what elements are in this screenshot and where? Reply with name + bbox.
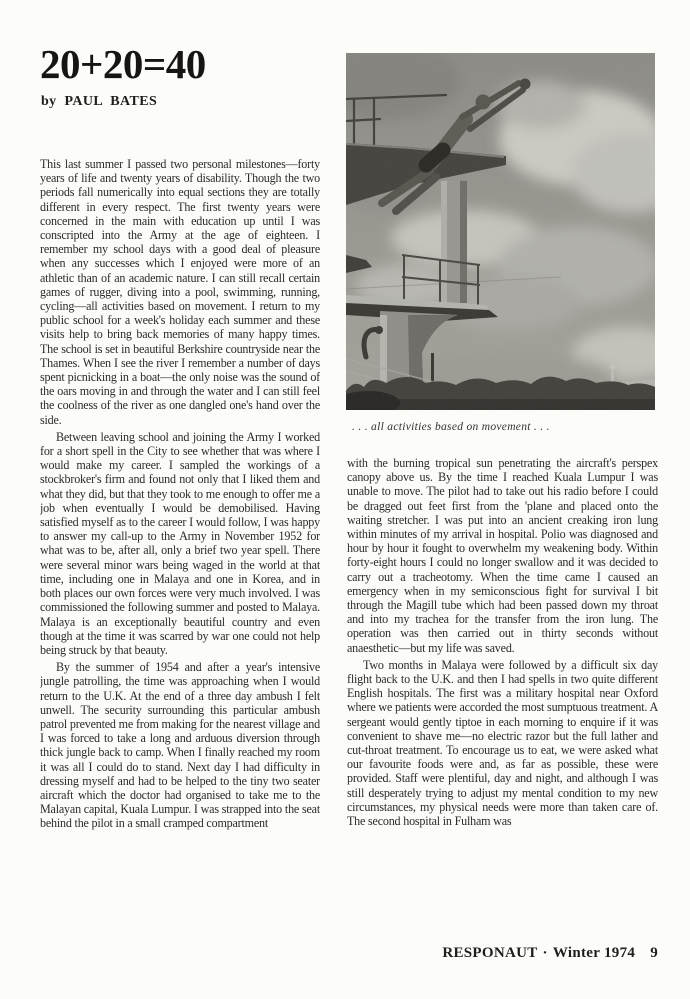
issue-date: Winter 1974 bbox=[552, 945, 636, 961]
left-text-column bbox=[40, 157, 320, 943]
article-byline: by PAUL BATES bbox=[41, 94, 158, 109]
paragraph-3: By the summer of 1954 and after a year's intensive jungle patrolling, the time was approaching when I would return to the U.K. At the end of a three day ambush I felt unwell. The security surrounding this particular ambush patrol prevented me from making for the nearest village and I was forced to take a long and arduous diversion through thick jungle back to camp. When I finally reached my room it was all I could do to stand. Next day I had difficulty in dressing myself and had to be helped to the tiny two seater aircraft which the doctor had organised to take me to the Malayan capital, Kuala Lumpur. I was strapped into the seat behind the pilot in a small cramped compartment bbox=[40, 660, 320, 831]
diver-photograph bbox=[346, 53, 655, 410]
journal-name: RESPONAUT bbox=[442, 945, 538, 961]
paragraph-5: Two months in Malaya were followed by a difficult six day flight back to the U.K. and then I had spells in two quite different English hospitals. The first was a military hospital near Oxford where we patients were accorded the most sumptuous treatment. A sergeant would gently tiptoe in each morning to enquire if it was convenient to shave me—no electric razor but the full lather and cut-throat treatment. To encourage us to eat, we were asked what our favourite foods were and, as far as possible, these were provided. Staff were plentiful, day and night, and although I was still desperately trying to adjust my mental condition to my new circumstances, my physical needs were more than taken care of. The second hospital in Fulham was bbox=[347, 657, 658, 829]
diver-photo-illustration bbox=[346, 53, 655, 410]
footer-separator: · bbox=[542, 945, 548, 961]
film-grain bbox=[346, 53, 655, 410]
article-title: 20+20=40 bbox=[40, 41, 206, 87]
right-text-column bbox=[347, 456, 658, 940]
photo-caption: . . . all activities based on movement . . . bbox=[352, 421, 550, 433]
paragraph-4: with the burning tropical sun penetrating the aircraft's perspex canopy above us. By the time I reached Kuala Lumpur I was unable to move. The pilot had to take out his radio before I could be dragged out feet first from the 'plane and placed onto the waiting stretcher. I was put into an ancient creaking iron lung within minutes of my arrival in hospital. Polio was diagnosed and hour by hour it fought to overwhelm my weakening body. Within forty-eight hours I could no longer swallow and it was decided to carry out a tracheotomy. When the time came I caused an emergency when in my semiconscious fight for survival I bit through the Magill tube which had been passed down my throat and into my trachea for the transfer from the iron lung. The operation was then carried out in thirty seconds without anaesthetic—but my life was saved. bbox=[347, 456, 658, 655]
paragraph-2: Between leaving school and joining the Army I worked for a short spell in the City to see whether that was where I would make my career. I sampled the workings of a stockbroker's firm and found not only that I liked them and what they did, but that they took to me enough to offer me a job when eventually I would be demobilised. Having satisfied myself as to the career I would follow, I was happy to answer my call-up to the Army in November 1952 for what was to be, after all, only a brief two year spell. There were several minor wars being waged in the world at that time, including one in Malaya and one in Korea, and in both places our own forces were very much involved. I was commissioned the following summer and posted to Malaya. Malaya is an exceptionally beautiful country and even though at the time it was scarred by war one could not help being struck by that beauty. bbox=[40, 429, 320, 657]
paragraph-1: This last summer I passed two personal milestones—forty years of life and twenty years of disability. Though the two periods fall numerically into equal sections they are totally different in every respect. The first twenty years were concerned in the main with education up until I was conscripted into the Army at the age of eighteen. I remember my school days with a good deal of pleasure when any successes which I enjoyed were more of an athletic than of an academic nature. I can still recall certain games of rugger, diving into a pool, swimming, running, cycling—all activities based on movement. I return to my public school for a week's holiday each summer and these visits help to bring back memories of many happy times. The school is set in beautiful Berkshire countryside near the Thames. When I see the river I remember a number of days spent picnicking in a boat—the only noise was the sound of the oars moving in and through the water and I can still feel the coolness of the river as one dangled one's hand over the side. bbox=[40, 157, 320, 427]
page-footer bbox=[352, 945, 658, 962]
page-number: 9 bbox=[650, 945, 658, 961]
